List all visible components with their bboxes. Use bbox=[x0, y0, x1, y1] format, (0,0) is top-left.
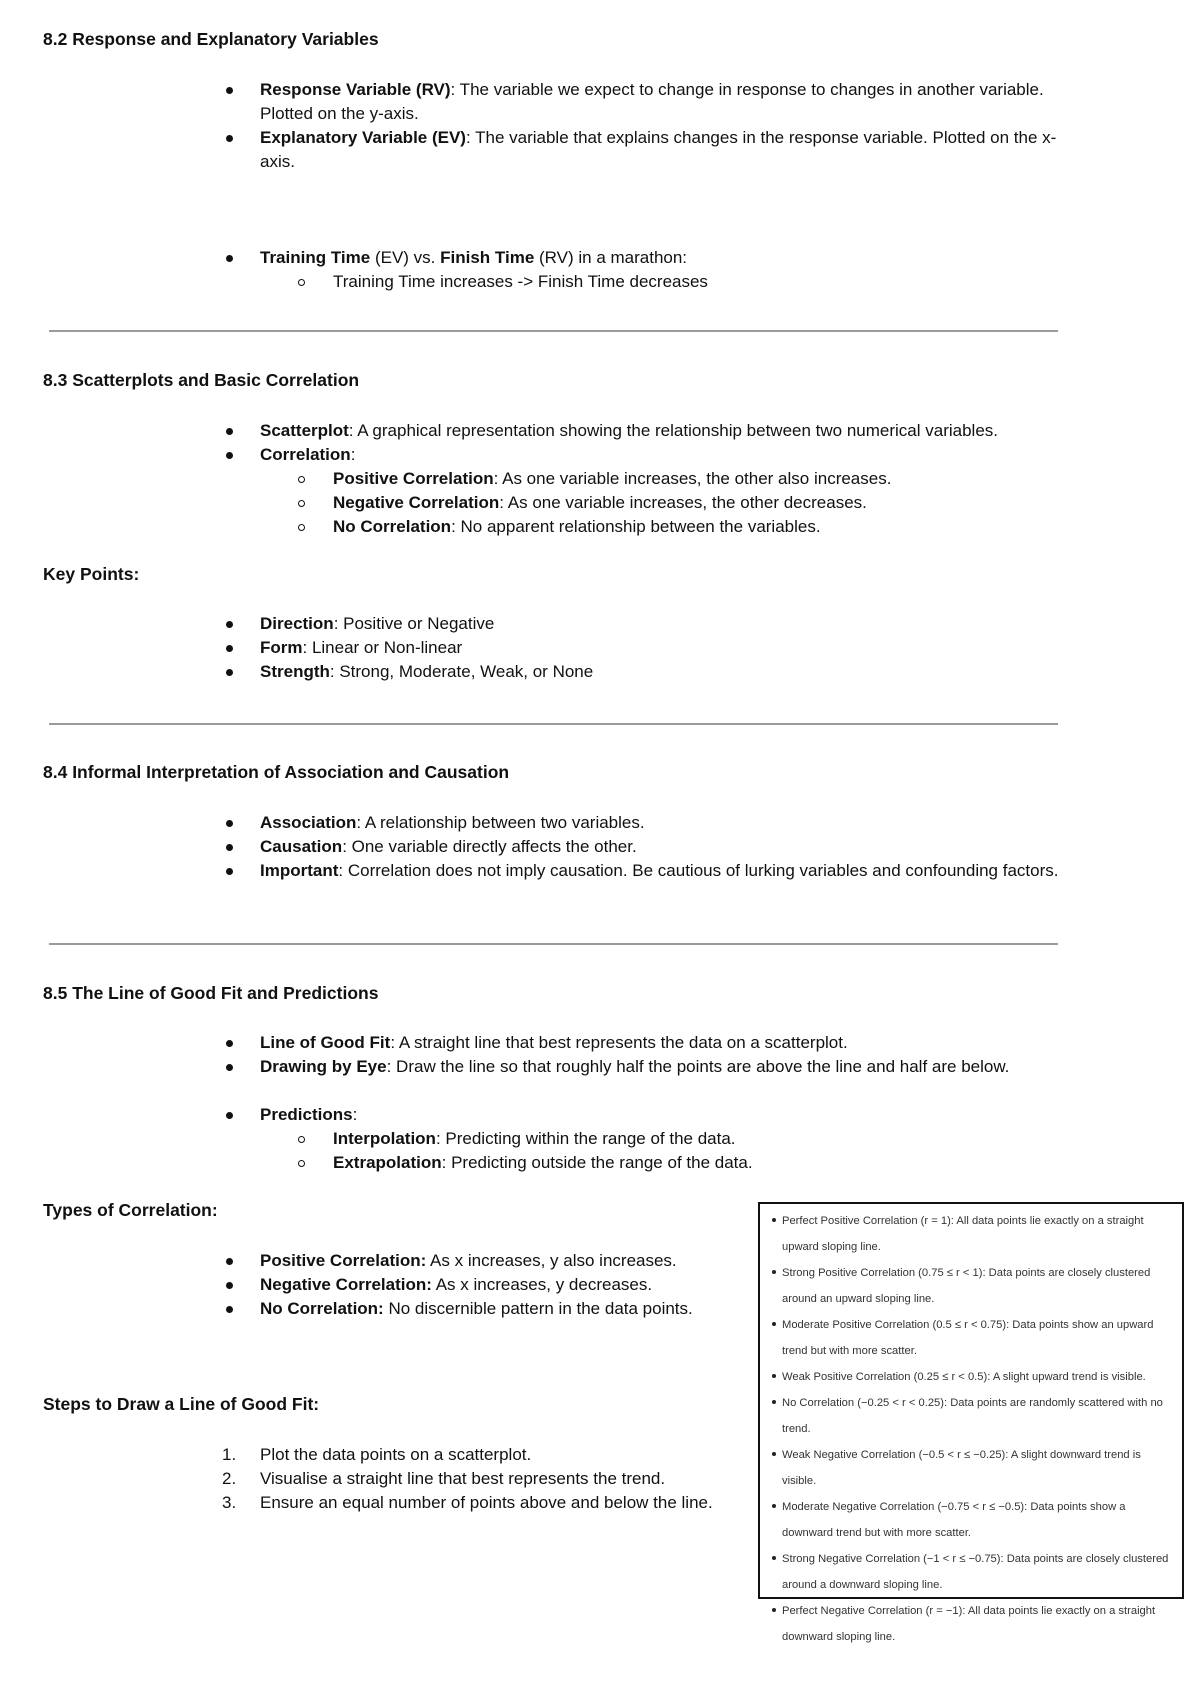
step-text: Ensure an equal number of points above and below the line. bbox=[260, 1493, 713, 1512]
definition: As x increases, y also increases. bbox=[426, 1251, 677, 1270]
sub-list-item bbox=[333, 1151, 1063, 1175]
inset-item-text: Perfect Negative Correlation (r = −1): All data points lie exactly on a straight downward sloping line. bbox=[782, 1605, 1156, 1643]
term: No Correlation: bbox=[260, 1299, 384, 1318]
sub-list-item bbox=[333, 467, 1063, 491]
text: (EV) vs. bbox=[370, 248, 441, 267]
bullet-icon bbox=[226, 844, 233, 851]
definition: : Predicting outside the range of the data. bbox=[441, 1153, 753, 1172]
list-item bbox=[260, 1297, 740, 1321]
bullet-icon bbox=[226, 1064, 233, 1071]
inset-item-text: Moderate Positive Correlation (0.5 ≤ r < 0.75): Data points show an upward trend but with more scatter. bbox=[782, 1319, 1154, 1357]
definition: : No apparent relationship between the variables. bbox=[451, 517, 821, 536]
bullet-icon bbox=[226, 452, 233, 459]
inset-item-text: Strong Negative Correlation (−1 < r ≤ −0.75): Data points are closely clustered around a downward sloping line. bbox=[782, 1553, 1169, 1591]
divider bbox=[49, 943, 1058, 945]
definition: No discernible pattern in the data points. bbox=[383, 1299, 693, 1318]
bullet-icon bbox=[772, 1374, 776, 1378]
term: No Correlation bbox=[333, 517, 452, 536]
inset-item bbox=[772, 1312, 1172, 1364]
bullet-icon bbox=[226, 255, 233, 262]
definition: : A relationship between two variables. bbox=[356, 813, 645, 832]
inset-item-text: Weak Positive Correlation (0.25 ≤ r < 0.5): A slight upward trend is visible. bbox=[782, 1371, 1146, 1383]
term: Correlation bbox=[260, 445, 351, 464]
numbered-list-item bbox=[222, 1491, 750, 1515]
text: : bbox=[350, 445, 356, 464]
bullet-icon bbox=[226, 428, 233, 435]
step-number: 3. bbox=[222, 1493, 237, 1512]
hollow-bullet-icon bbox=[298, 524, 305, 531]
definition: As x increases, y decreases. bbox=[431, 1275, 653, 1294]
divider bbox=[49, 330, 1058, 332]
bullet-icon bbox=[772, 1322, 776, 1326]
inset-item bbox=[772, 1494, 1172, 1546]
term: Response Variable (RV) bbox=[260, 80, 451, 99]
sub-list-item bbox=[333, 491, 1063, 515]
term: Predictions bbox=[260, 1105, 353, 1124]
definition: : Strong, Moderate, Weak, or None bbox=[329, 662, 594, 681]
term: Scatterplot bbox=[260, 421, 349, 440]
definition: : The variable we expect to change in response to changes in another variable. Plotted on the y-axis. bbox=[260, 80, 1044, 123]
bullet-icon bbox=[226, 1282, 233, 1289]
term: Extrapolation bbox=[333, 1153, 442, 1172]
bullet-icon bbox=[226, 621, 233, 628]
term: Interpolation bbox=[333, 1129, 436, 1148]
step-number: 2. bbox=[222, 1469, 237, 1488]
list-item bbox=[260, 246, 1060, 270]
bullet-icon bbox=[772, 1400, 776, 1404]
bullet-icon bbox=[226, 868, 233, 875]
list-item bbox=[260, 78, 1060, 125]
definition: : Predicting within the range of the data. bbox=[435, 1129, 736, 1148]
bullet-icon bbox=[226, 645, 233, 652]
inset-item-text: Strong Positive Correlation (0.75 ≤ r < 1): Data points are closely clustered around an upward sloping line. bbox=[782, 1267, 1151, 1305]
section-8-2-heading: 8.2 Response and Explanatory Variables bbox=[43, 29, 379, 49]
bullet-icon bbox=[226, 669, 233, 676]
term: Positive Correlation: bbox=[260, 1251, 427, 1270]
list-item bbox=[260, 1031, 1060, 1055]
key-points-heading: Key Points: bbox=[43, 564, 140, 584]
hollow-bullet-icon bbox=[298, 279, 305, 286]
inset-item bbox=[772, 1546, 1172, 1598]
bullet-icon bbox=[226, 1258, 233, 1265]
inset-item bbox=[772, 1390, 1172, 1442]
inset-item bbox=[772, 1598, 1172, 1650]
hollow-bullet-icon bbox=[298, 1160, 305, 1167]
bullet-icon bbox=[772, 1608, 776, 1612]
text: Training Time increases -> Finish Time decreases bbox=[333, 272, 708, 291]
list-item bbox=[260, 1273, 740, 1297]
list-item bbox=[260, 835, 1060, 859]
term: Strength bbox=[260, 662, 330, 681]
list-item bbox=[260, 859, 1060, 883]
definition: : As one variable increases, the other also increases. bbox=[493, 469, 892, 488]
step-text: Plot the data points on a scatterplot. bbox=[260, 1445, 532, 1464]
bullet-icon bbox=[226, 820, 233, 827]
list-item bbox=[260, 612, 1060, 636]
section-8-4-heading: 8.4 Informal Interpretation of Association and Causation bbox=[43, 762, 510, 782]
hollow-bullet-icon bbox=[298, 476, 305, 483]
definition: : A straight line that best represents the data on a scatterplot. bbox=[390, 1033, 848, 1052]
list-item bbox=[260, 1249, 740, 1273]
definition: : Draw the line so that roughly half the points are above the line and half are below. bbox=[386, 1057, 1010, 1076]
bullet-icon bbox=[226, 1306, 233, 1313]
correlation-strength-inset bbox=[758, 1202, 1184, 1643]
list-item bbox=[260, 419, 1060, 443]
text: : bbox=[352, 1105, 358, 1124]
bullet-icon bbox=[772, 1504, 776, 1508]
text: (RV) in a marathon: bbox=[534, 248, 688, 267]
inset-item bbox=[772, 1442, 1172, 1494]
inset-item-text: No Correlation (−0.25 < r < 0.25): Data points are randomly scattered with no trend. bbox=[782, 1397, 1163, 1435]
definition: : Correlation does not imply causation. Be cautious of lurking variables and confounding factors. bbox=[338, 861, 1059, 880]
bullet-icon bbox=[226, 1112, 233, 1119]
term: Important bbox=[260, 861, 339, 880]
list-item bbox=[260, 126, 1060, 173]
bullet-icon bbox=[772, 1218, 776, 1222]
term: Training Time bbox=[260, 248, 371, 267]
list-item bbox=[260, 811, 1060, 835]
numbered-list-item bbox=[222, 1443, 750, 1467]
step-text: Visualise a straight line that best represents the trend. bbox=[260, 1469, 666, 1488]
term: Form bbox=[260, 638, 303, 657]
section-8-3-heading: 8.3 Scatterplots and Basic Correlation bbox=[43, 370, 360, 390]
steps-heading: Steps to Draw a Line of Good Fit: bbox=[43, 1394, 320, 1414]
inset-item bbox=[772, 1208, 1172, 1260]
step-number: 1. bbox=[222, 1445, 237, 1464]
bullet-icon bbox=[772, 1452, 776, 1456]
sub-list-item bbox=[333, 270, 1063, 294]
inset-item-text: Moderate Negative Correlation (−0.75 < r ≤ −0.5): Data points show a downward trend but with more scatter. bbox=[782, 1501, 1126, 1539]
inset-item bbox=[772, 1364, 1172, 1390]
definition: : Linear or Non-linear bbox=[302, 638, 463, 657]
term: Drawing by Eye bbox=[260, 1057, 387, 1076]
list-item bbox=[260, 443, 1060, 467]
term: Direction bbox=[260, 614, 334, 633]
inset-item-text: Weak Negative Correlation (−0.5 < r ≤ −0.25): A slight downward trend is visible. bbox=[782, 1449, 1141, 1487]
term: Finish Time bbox=[440, 248, 535, 267]
definition: : One variable directly affects the other. bbox=[342, 837, 637, 856]
term: Negative Correlation bbox=[333, 493, 500, 512]
section-8-5-heading: 8.5 The Line of Good Fit and Predictions bbox=[43, 983, 379, 1003]
term: Explanatory Variable (EV) bbox=[260, 128, 466, 147]
definition: : The variable that explains changes in the response variable. Plotted on the x-axis. bbox=[260, 128, 1057, 171]
bullet-icon bbox=[226, 1040, 233, 1047]
term: Causation bbox=[260, 837, 343, 856]
hollow-bullet-icon bbox=[298, 500, 305, 507]
term: Line of Good Fit bbox=[260, 1033, 391, 1052]
term: Negative Correlation: bbox=[260, 1275, 432, 1294]
definition: : Positive or Negative bbox=[333, 614, 495, 633]
list-item bbox=[260, 660, 1060, 684]
divider bbox=[49, 723, 1058, 725]
types-of-correlation-heading: Types of Correlation: bbox=[43, 1200, 218, 1220]
sub-list-item bbox=[333, 515, 1063, 539]
bullet-icon bbox=[226, 87, 233, 94]
inset-item bbox=[772, 1260, 1172, 1312]
bullet-icon bbox=[226, 135, 233, 142]
inset-item-text: Perfect Positive Correlation (r = 1): All data points lie exactly on a straight upward sloping line. bbox=[782, 1215, 1144, 1253]
list-item bbox=[260, 1055, 1060, 1079]
sub-list-item bbox=[333, 1127, 1063, 1151]
numbered-list-item bbox=[222, 1467, 750, 1491]
definition: : A graphical representation showing the relationship between two numerical variables. bbox=[348, 421, 999, 440]
term: Association bbox=[260, 813, 357, 832]
term: Positive Correlation bbox=[333, 469, 494, 488]
bullet-icon bbox=[772, 1270, 776, 1274]
bullet-icon bbox=[772, 1556, 776, 1560]
list-item bbox=[260, 1103, 1060, 1127]
list-item bbox=[260, 636, 1060, 660]
definition: : As one variable increases, the other decreases. bbox=[499, 493, 867, 512]
hollow-bullet-icon bbox=[298, 1136, 305, 1143]
